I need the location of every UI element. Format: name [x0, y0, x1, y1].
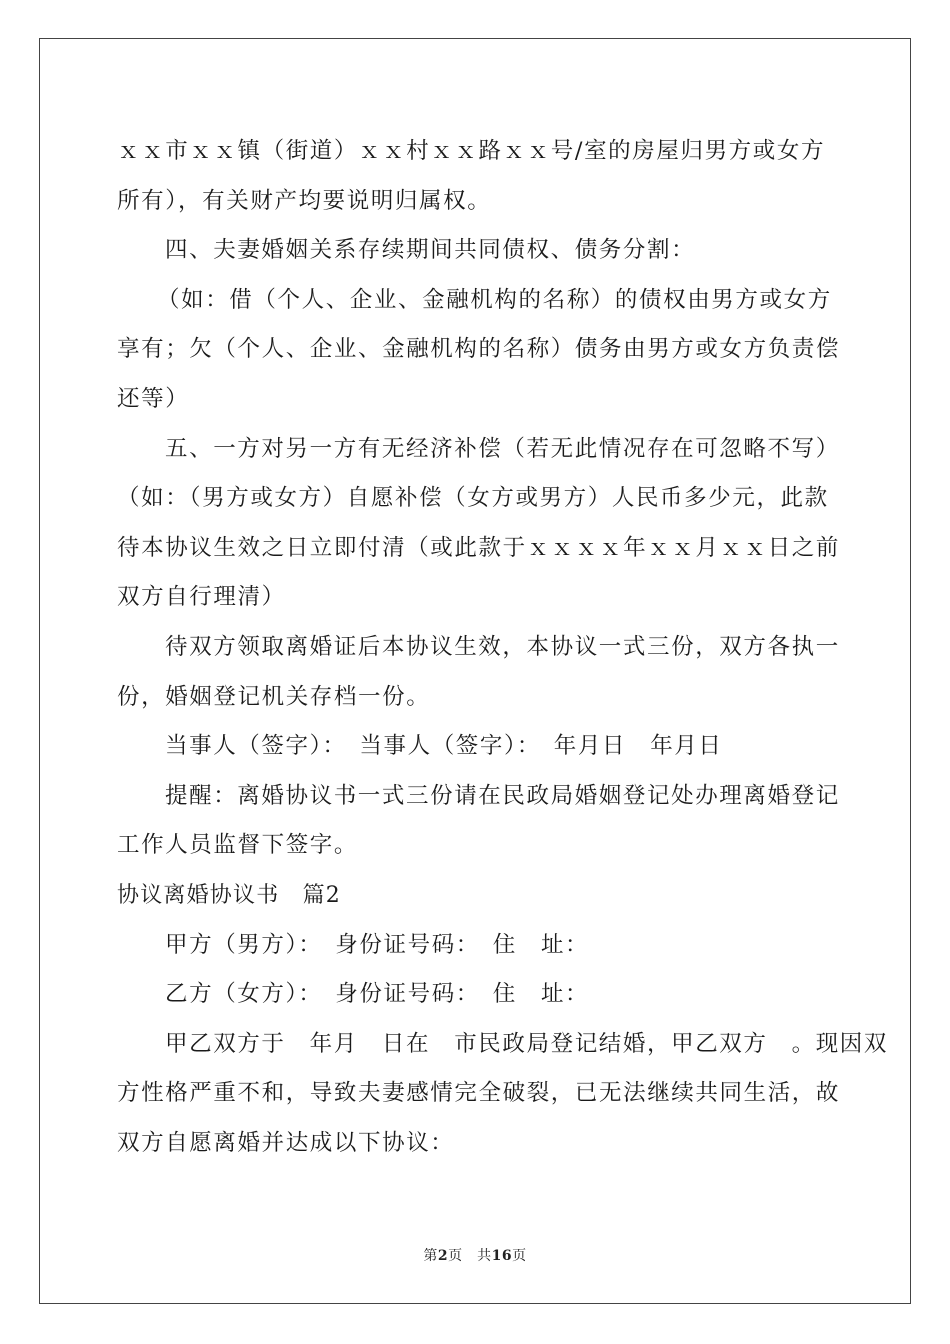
footer-page-total: 16 [491, 1248, 513, 1264]
section-heading-5: 五、一方对另一方有无经济补偿（若无此情况存在可忽略不写） [165, 435, 840, 462]
footer-mid: 页 共 [448, 1248, 492, 1264]
article-title: 协议离婚协议书 篇2 [117, 882, 341, 908]
paragraph-line: 享有；欠（个人、企业、金融机构的名称）债务由男方或女方负责偿 [117, 336, 841, 363]
signature-line: 当事人（签字）： 当事人（签字）： 年月日 年月日 [165, 733, 723, 760]
page-footer [0, 1245, 950, 1265]
paragraph-line: 待双方领取离婚证后本协议生效，本协议一式三份，双方各执一 [165, 633, 840, 660]
paragraph-line: 工作人员监督下签字。 [117, 832, 359, 859]
paragraph-line: 双方自愿离婚并达成以下协议： [117, 1129, 455, 1156]
footer-page-current: 2 [437, 1248, 449, 1264]
paragraph-line: ｘｘ市ｘｘ镇（街道）ｘｘ村ｘｘ路ｘｘ号/室的房屋归男方或女方 [117, 138, 826, 164]
footer-suffix: 页 [512, 1248, 527, 1264]
paragraph-line: 方性格严重不和，导致夫妻感情完全破裂，已无法继续共同生活，故 [117, 1080, 841, 1107]
party-a-line: 甲方（男方）： 身份证号码： 住 址： [165, 931, 590, 958]
paragraph-line: 份，婚姻登记机关存档一份。 [117, 683, 431, 710]
reminder-line: 提醒：离婚协议书一式三份请在民政局婚姻登记处办理离婚登记 [165, 782, 840, 809]
paragraph-line: 甲乙双方于 年月 日在 市民政局登记结婚，甲乙双方 。现因双 [165, 1030, 889, 1057]
paragraph-line: 所有），有关财产均要说明归属权。 [117, 187, 492, 214]
paragraph-line: 还等） [117, 385, 190, 412]
section-heading-4: 四、夫妻婚姻关系存续期间共同债权、债务分割： [165, 237, 696, 264]
paragraph-line: （如：借（个人、企业、金融机构的名称）的债权由男方或女方 [157, 286, 832, 313]
paragraph-line: 待本协议生效之日立即付清（或此款于ｘｘｘｘ年ｘｘ月ｘｘ日之前 [117, 534, 841, 561]
footer-prefix: 第 [423, 1248, 438, 1264]
document-body [117, 127, 889, 1168]
party-b-line: 乙方（女方）： 身份证号码： 住 址： [165, 981, 590, 1008]
paragraph-line: （如：（男方或女方）自愿补偿（女方或男方）人民币多少元，此款 [117, 485, 829, 512]
paragraph-line: 双方自行理清） [117, 584, 286, 611]
